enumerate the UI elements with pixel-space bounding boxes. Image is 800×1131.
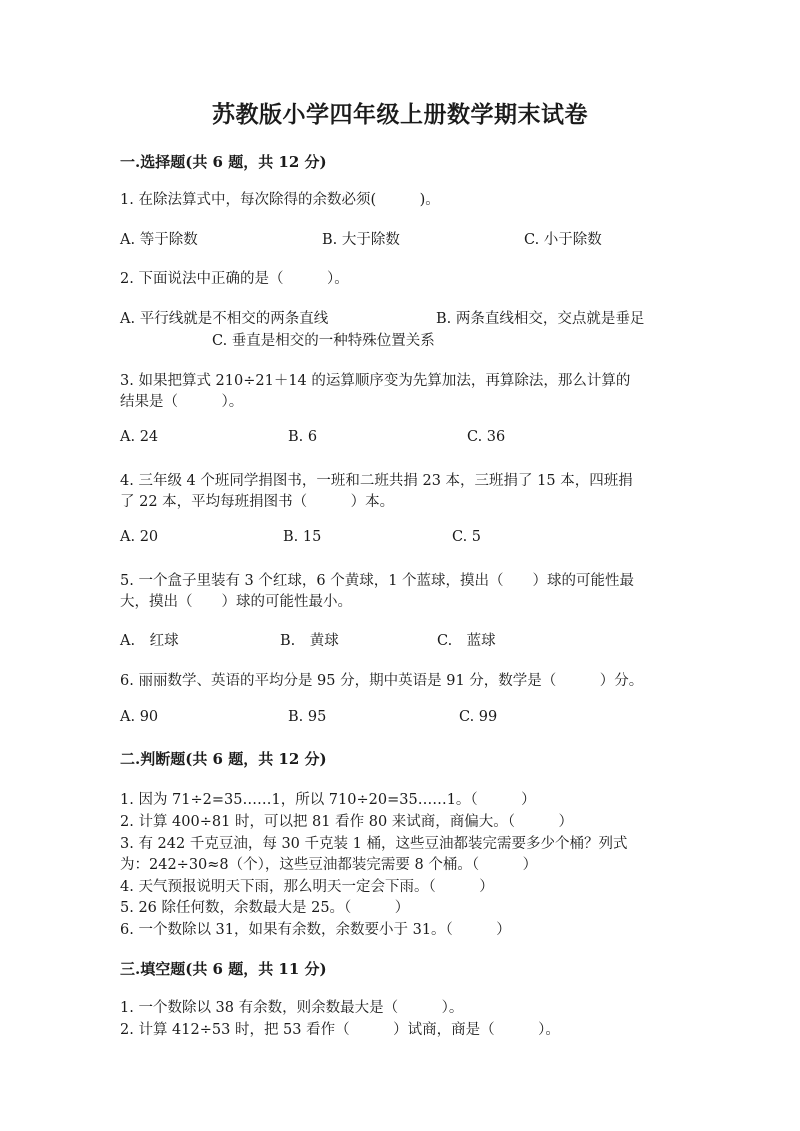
question-text: 3. 如果把算式 210÷21＋14 的运算顺序变为先算加法，再算除法，那么计算的 [120, 373, 631, 389]
question-text: 4. 三年级 4 个班同学捐图书，一班和二班共捐 23 本，三班捐了 15 本，四班捐 [120, 473, 633, 489]
option-b: B. 两条直线相交，交点就是垂足 [436, 311, 645, 327]
question-text: 2. 下面说法中正确的是（ ）。 [120, 271, 349, 287]
option-b: B. 15 [283, 529, 322, 545]
option-b: B. 黄球 [280, 633, 339, 649]
option-c: C. 蓝球 [437, 633, 496, 649]
section-heading-judgement: 二.判断题(共 6 题，共 12 分) [120, 750, 327, 768]
question-text: 6. 丽丽数学、英语的平均分是 95 分，期中英语是 91 分，数学是（ ）分。 [120, 673, 644, 689]
judgement-item: 5. 26 除任何数，余数最大是 25。（ ） [120, 900, 410, 916]
option-b: B. 95 [288, 709, 327, 725]
option-c: C. 小于除数 [524, 232, 602, 248]
option-b: B. 6 [288, 429, 318, 445]
question-text: 了 22 本，平均每班捐图书（ ）本。 [120, 494, 395, 510]
judgement-item: 3. 有 242 千克豆油，每 30 千克装 1 桶，这些豆油都装完需要多少个桶？列式 [120, 836, 628, 852]
section-heading-choice: 一.选择题(共 6 题，共 12 分) [120, 153, 327, 171]
judgement-item: 为：242÷30≈8（个），这些豆油都装完需要 8 个桶。（ ） [120, 857, 538, 873]
option-a: A. 20 [120, 529, 159, 545]
judgement-item: 1. 因为 71÷2=35……1，所以 710÷20=35……1。（ ） [120, 792, 536, 808]
option-c: C. 36 [467, 429, 506, 445]
option-c: C. 垂直是相交的一种特殊位置关系 [212, 333, 435, 349]
option-a: A. 平行线就是不相交的两条直线 [120, 311, 329, 327]
judgement-item: 6. 一个数除以 31，如果有余数，余数要小于 31。（ ） [120, 922, 511, 938]
option-c: C. 5 [452, 529, 482, 545]
fill-blank-item: 2. 计算 412÷53 时，把 53 看作（ ）试商，商是（ ）。 [120, 1022, 560, 1038]
question-text: 大，摸出（ ）球的可能性最小。 [120, 594, 352, 610]
option-b: B. 大于除数 [322, 232, 400, 248]
fill-blank-item: 1. 一个数除以 38 有余数，则余数最大是（ ）。 [120, 1000, 464, 1016]
option-a: A. 24 [120, 429, 159, 445]
judgement-item: 4. 天气预报说明天下雨，那么明天一定会下雨。（ ） [120, 879, 494, 895]
question-text: 结果是（ ）。 [120, 394, 244, 410]
section-heading-fill-blank: 三.填空题(共 6 题，共 11 分) [120, 960, 327, 978]
question-text: 1. 在除法算式中，每次除得的余数必须( )。 [120, 192, 440, 208]
option-a: A. 90 [120, 709, 159, 725]
option-a: A. 等于除数 [120, 232, 198, 248]
page-title: 苏教版小学四年级上册数学期末试卷 [212, 101, 588, 128]
option-a: A. 红球 [120, 633, 179, 649]
option-c: C. 99 [459, 709, 498, 725]
question-text: 5. 一个盒子里装有 3 个红球，6 个黄球，1 个蓝球，摸出（ ）球的可能性最 [120, 573, 635, 589]
judgement-item: 2. 计算 400÷81 时，可以把 81 看作 80 来试商，商偏大。（ ） [120, 814, 574, 830]
